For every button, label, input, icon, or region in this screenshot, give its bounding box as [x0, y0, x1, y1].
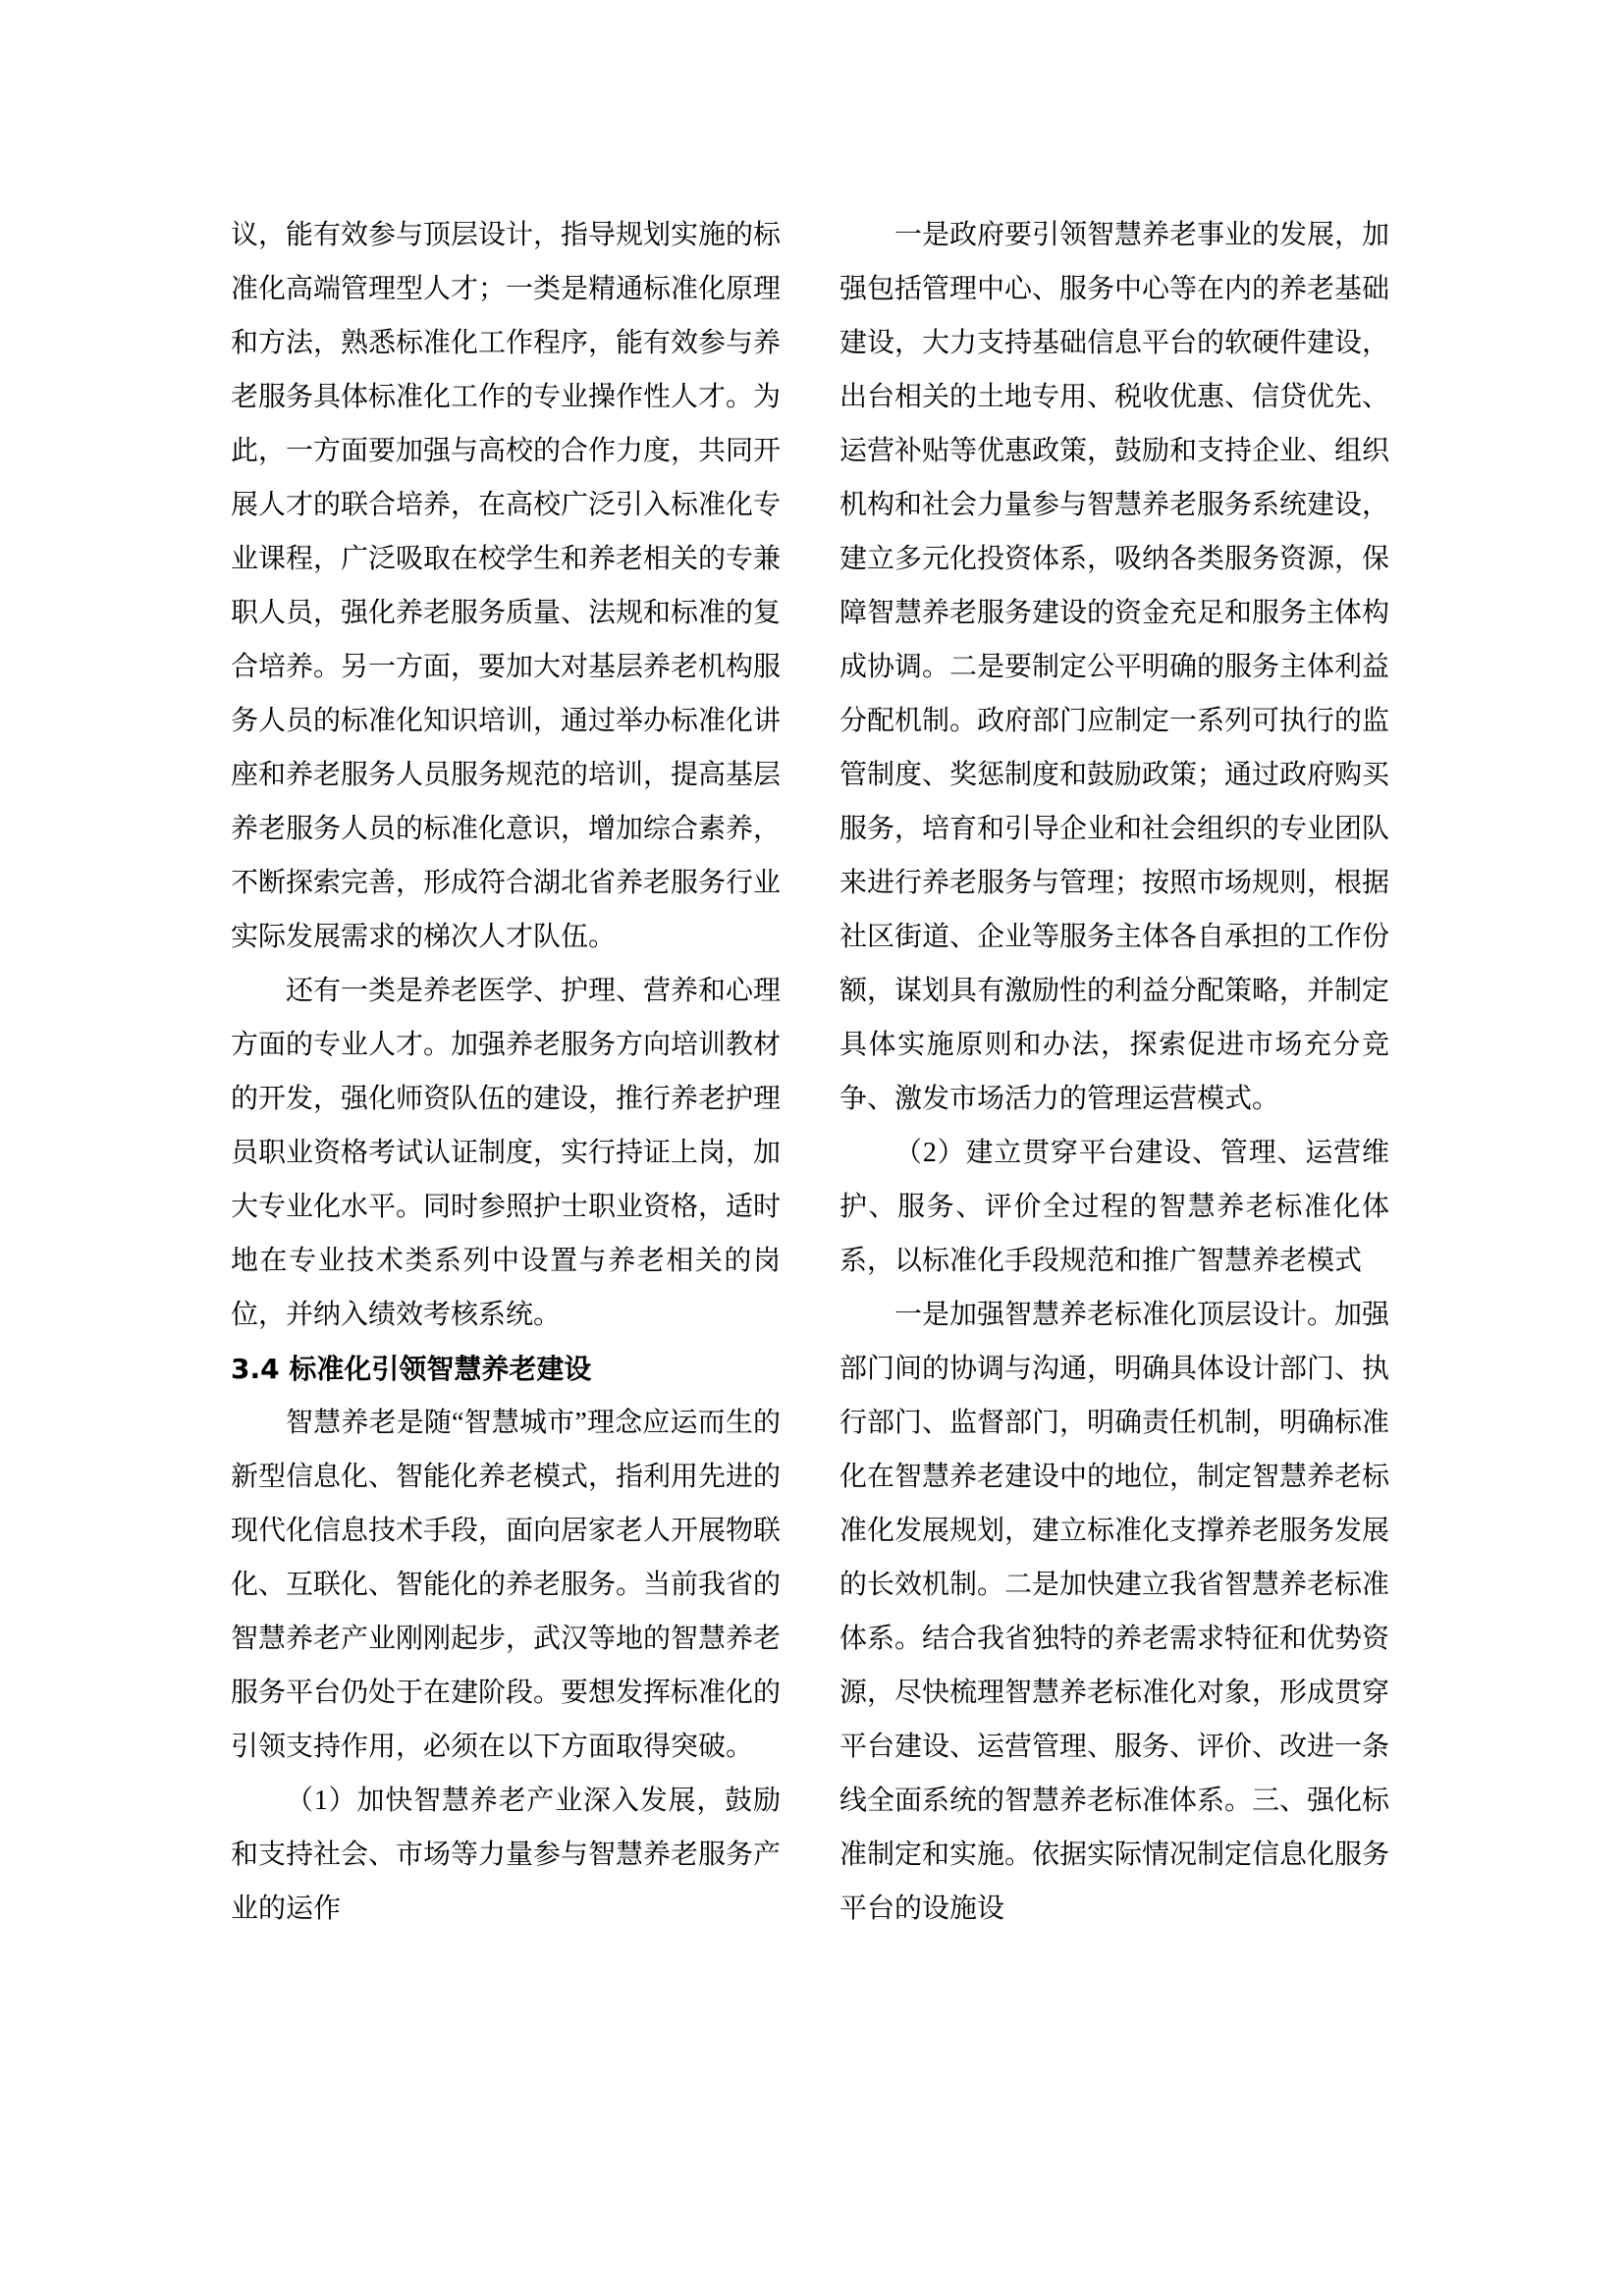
- paragraph: （1）加快智慧养老产业深入发展，鼓励和支持社会、市场等力量参与智慧养老服务产业的运作: [231, 1786, 782, 1924]
- section-heading: 3.4 标准化引领智慧养老建设: [231, 1353, 592, 1385]
- paragraph: 智慧养老是随“智慧城市”理念应运而生的新型信息化、智能化养老模式，指利用先进的现代化信息技术手段，面向居家老人开展物联化、互联化、智能化的养老服务。当前我省的智慧养老产业刚刚起步，武汉等地的智慧养老服务平台仍处于在建阶段。要想发挥标准化的引领支持作用，必须在以下方面取得突破。: [231, 1408, 782, 1762]
- paragraph: 还有一类是养老医学、护理、营养和心理方面的专业人才。加强养老服务方向培训教材的开发，强化师资队伍的建设，推行养老护理员职业资格考试认证制度，实行持证上岗，加大专业化水平。同时参照护士职业资格，适时地在专业技术类系列中设置与养老相关的岗位，并纳入绩效考核系统。: [231, 976, 782, 1330]
- column-right: [839, 208, 1389, 1936]
- paragraph: 一是加强智慧养老标准化顶层设计。加强部门间的协调与沟通，明确具体设计部门、执行部门、监督部门，明确责任机制，明确标准化在智慧养老建设中的地位，制定智慧养老标准化发展规划，建立标准化支撑养老服务发展的长效机制。二是加快建立我省智慧养老标准体系。结合我省独特的养老需求特征和优势资源，尽快梳理智慧养老标准化对象，形成贯穿平台建设、运营管理、服务、评价、改进一条线全面系统的智慧养老标准体系。三、强化标准制定和实施。依据实际情况制定信息化服务平台的设施设: [839, 1300, 1390, 1924]
- paragraph: 议，能有效参与顶层设计，指导规划实施的标准化高端管理型人才；一类是精通标准化原理和方法，熟悉标准化工作程序，能有效参与养老服务具体标准化工作的专业操作性人才。为此，一方面要加强与高校的合作力度，共同开展人才的联合培养，在高校广泛引入标准化专业课程，广泛吸取在校学生和养老相关的专兼职人员，强化养老服务质量、法规和标准的复合培养。另一方面，要加大对基层养老机构服务人员的标准化知识培训，通过举办标准化讲座和养老服务人员服务规范的培训，提高基层养老服务人员的标准化意识，增加综合素养，不断探索完善，形成符合湖北省养老服务行业实际发展需求的梯次人才队伍。: [231, 220, 782, 952]
- paragraph: 一是政府要引领智慧养老事业的发展，加强包括管理中心、服务中心等在内的养老基础建设，大力支持基础信息平台的软硬件建设，出台相关的土地专用、税收优惠、信贷优先、运营补贴等优惠政策，鼓励和支持企业、组织机构和社会力量参与智慧养老服务系统建设，建立多元化投资体系，吸纳各类服务资源，保障智慧养老服务建设的资金充足和服务主体构成协调。二是要制定公平明确的服务主体利益分配机制。政府部门应制定一系列可执行的监管制度、奖惩制度和鼓励政策；通过政府购买服务，培育和引导企业和社会组织的专业团队来进行养老服务与管理；按照市场规则，根据社区街道、企业等服务主体各自承担的工作份额，谋划具有激励性的利益分配策略，并制定具体实施原则和办法，探索促进市场充分竞争、激发市场活力的管理运营模式。: [839, 220, 1390, 1114]
- column-left: [231, 208, 781, 1936]
- text-columns: [231, 208, 1389, 1936]
- paragraph: （2）建立贯穿平台建设、管理、运营维护、服务、评价全过程的智慧养老标准化体系，以标准化手段规范和推广智慧养老模式: [839, 1138, 1389, 1276]
